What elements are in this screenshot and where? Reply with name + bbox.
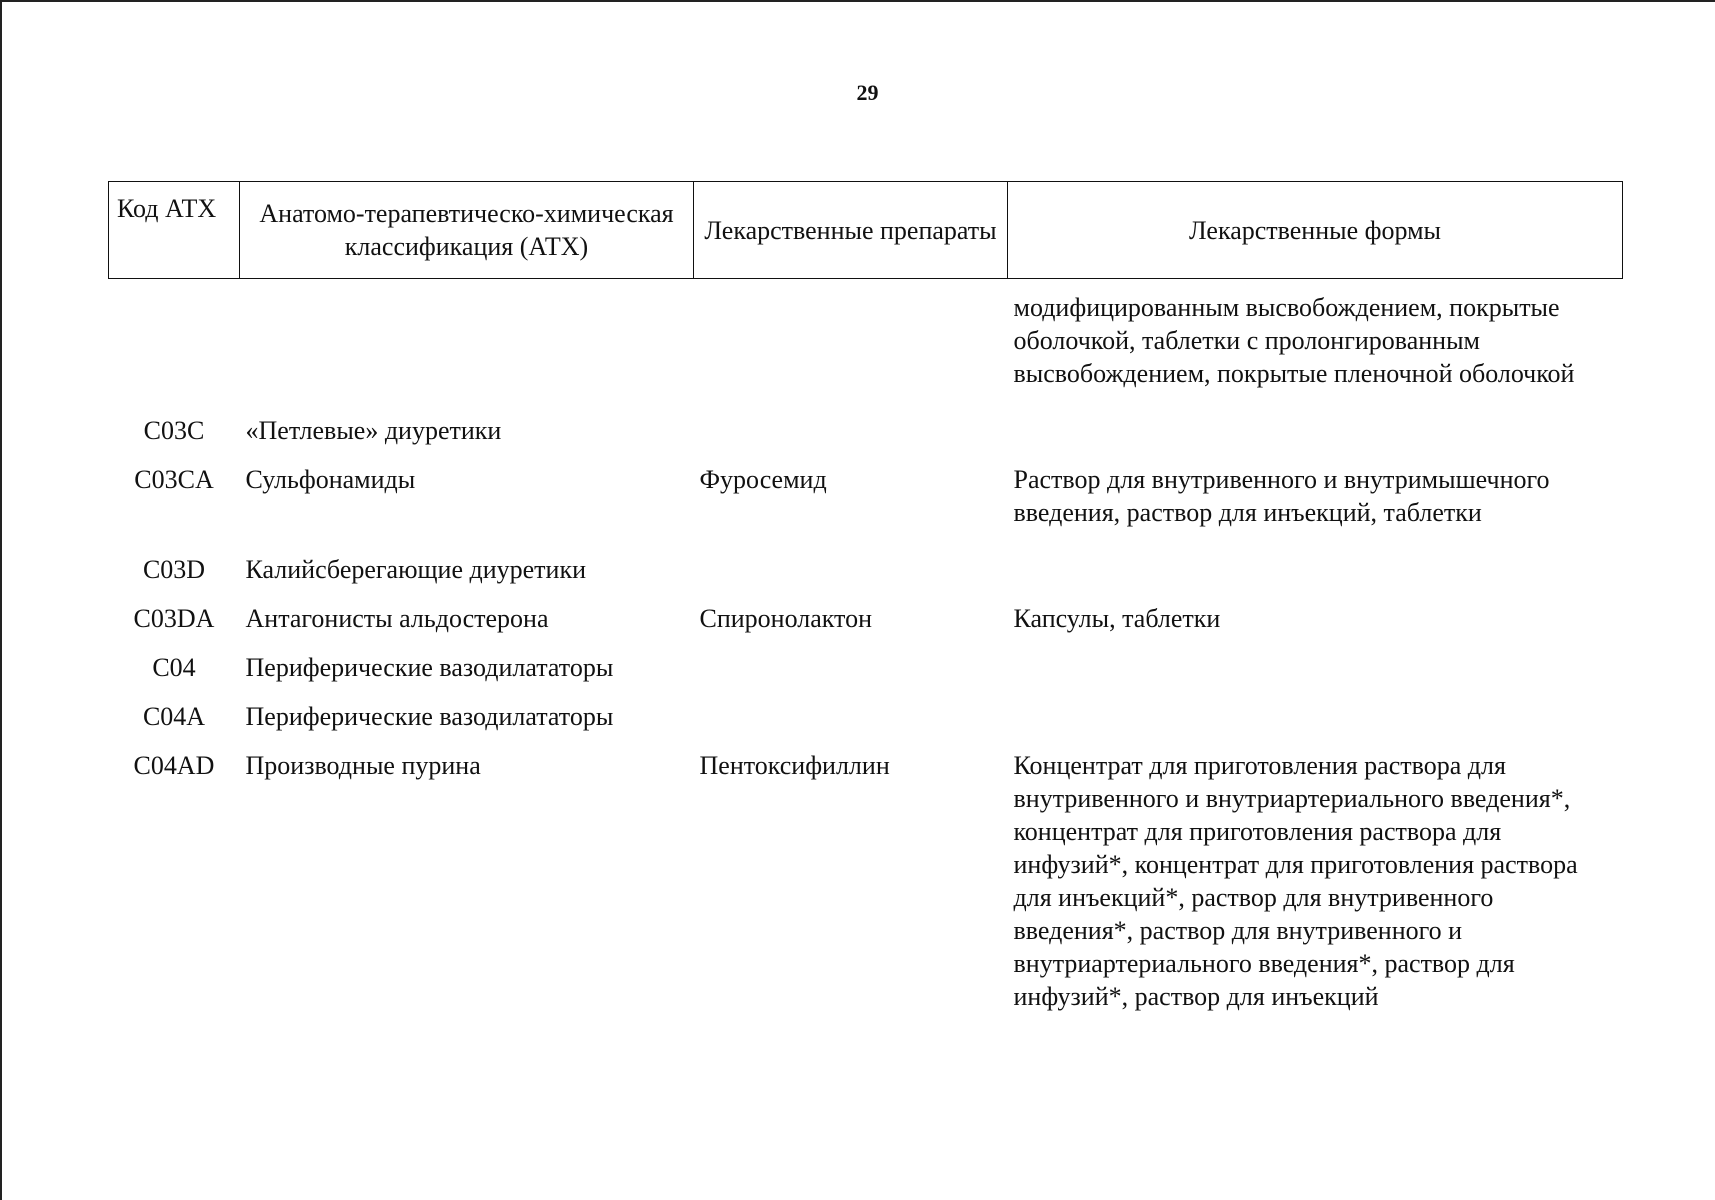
table-row — [109, 406, 1623, 455]
cell-drug — [694, 406, 1008, 455]
cell-forms — [1008, 643, 1623, 692]
table-row — [109, 545, 1623, 594]
page-left-edge — [0, 0, 2, 1200]
cell-code: C03CA — [134, 465, 214, 494]
cell-classification: «Петлевые» диуретики — [245, 416, 502, 445]
cell-code: C04A — [142, 702, 206, 731]
page-number: 29 — [856, 80, 879, 105]
table-row — [109, 741, 1623, 1021]
cell-classification — [240, 279, 694, 407]
cell-code: C04AD — [133, 751, 215, 780]
header-drugs: Лекарственные препараты — [694, 182, 1008, 279]
cell-classification: Калийсберегающие диуретики — [245, 555, 587, 584]
cell-forms — [1008, 545, 1623, 594]
cell-classification: Производные пурина — [245, 751, 481, 780]
cell-code: C03C — [143, 416, 205, 445]
table-row — [109, 692, 1623, 741]
cell-classification: Периферические вазодилататоры — [245, 702, 614, 731]
cell-drug — [694, 692, 1008, 741]
table-row — [109, 643, 1623, 692]
cell-forms — [1008, 406, 1623, 455]
table-row — [109, 455, 1623, 545]
cell-forms: Концентрат для приготовления раствора для внутривенного и внутриартериального введения*, концентрат для приготовления раствора для инфузий*, концентрат для приготовления раствора для инъекций*, раствор для внутривенного введения*, раствор для внутривенного и внутриартериального введения*, раствор для инфузий*, раствор для инъекций — [1013, 751, 1578, 1011]
cell-classification: Периферические вазодилататоры — [245, 653, 614, 682]
cell-code: C04 — [152, 653, 196, 682]
cell-drug — [694, 279, 1008, 407]
header-row — [109, 182, 1623, 279]
cell-forms: Капсулы, таблетки — [1013, 604, 1221, 633]
cell-drug: Фуросемид — [699, 465, 827, 494]
table-body — [109, 279, 1623, 1022]
cell-classification: Сульфонамиды — [245, 465, 416, 494]
atc-drug-table — [108, 181, 1623, 1021]
header-code: Код АТХ — [109, 182, 240, 279]
table-header — [109, 182, 1623, 279]
cell-drug — [694, 643, 1008, 692]
header-forms: Лекарственные формы — [1008, 182, 1623, 279]
page-top-edge — [0, 0, 1715, 2]
cell-code: C03D — [142, 555, 206, 584]
cell-drug — [694, 545, 1008, 594]
cell-drug: Пентоксифиллин — [699, 751, 890, 780]
table-row — [109, 594, 1623, 643]
cell-drug: Спиронолактон — [699, 604, 872, 633]
cell-forms — [1008, 692, 1623, 741]
cell-code — [109, 279, 240, 407]
cell-code: C03DA — [133, 604, 215, 633]
cell-classification: Антагонисты альдостерона — [245, 604, 549, 633]
header-classification: Анатомо-терапевтическо-химическая классификация (АТХ) — [240, 182, 694, 279]
table-row — [109, 279, 1623, 407]
cell-forms: Раствор для внутривенного и внутримышечного введения, раствор для инъекций, таблетки — [1013, 465, 1550, 527]
cell-forms: модифицированным высвобождением, покрытые оболочкой, таблетки с пролонгированным высвобождением, покрытые пленочной оболочкой — [1013, 293, 1575, 388]
